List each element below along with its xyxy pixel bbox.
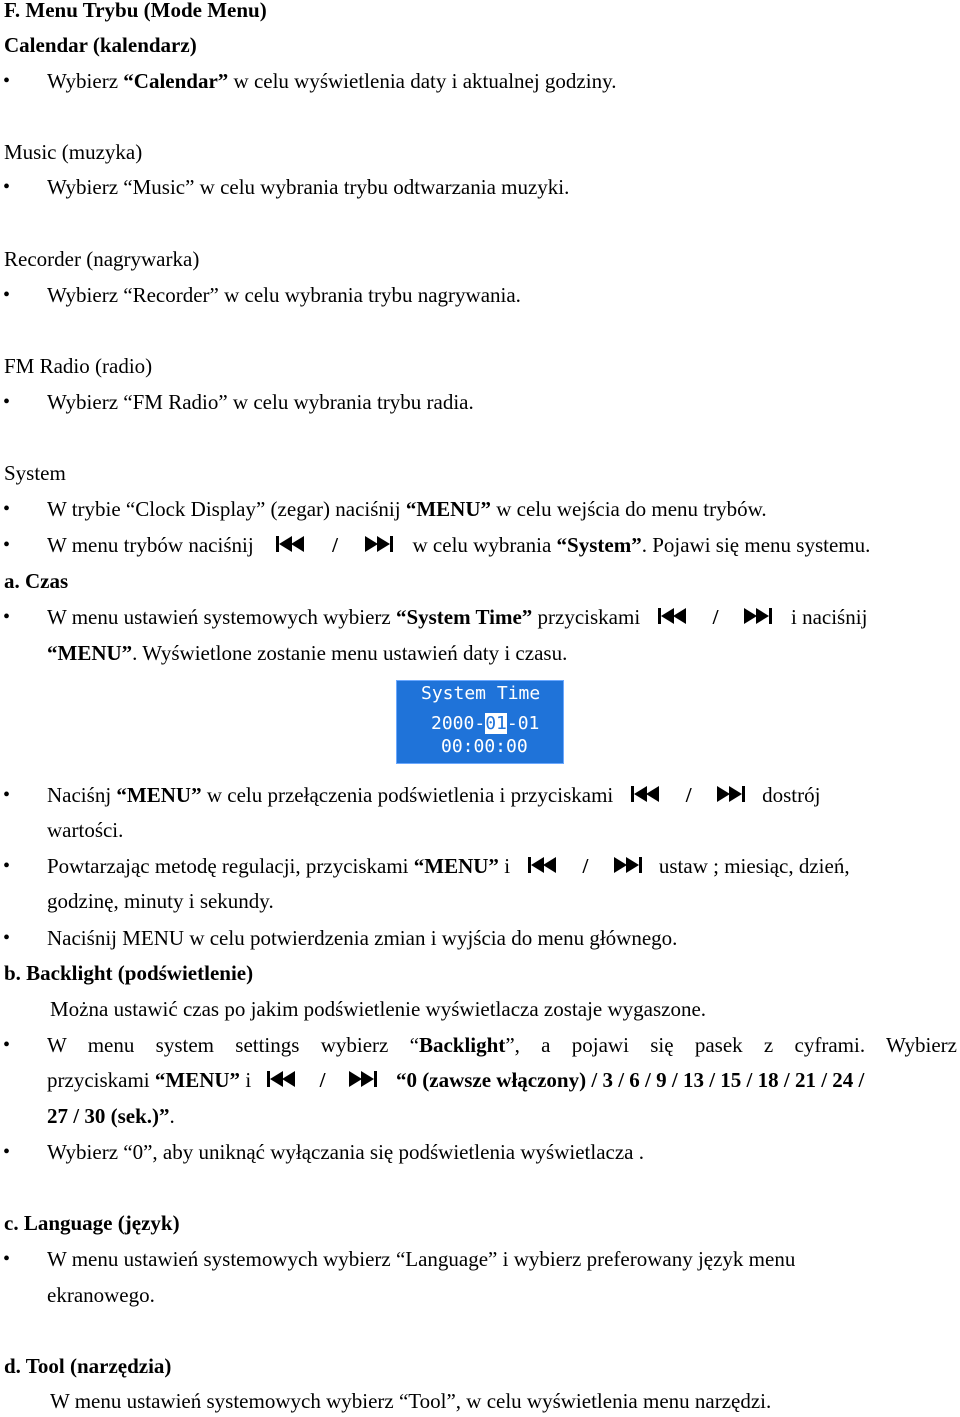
tool-intro: W menu ustawień systemowych wybierz “Tool”, w celu wyświetlenia menu narzędzi. bbox=[50, 1389, 772, 1413]
backlight-heading: b. Backlight (podświetlenie) bbox=[4, 961, 254, 985]
skip-forward-icon bbox=[713, 784, 747, 804]
skip-back-icon bbox=[266, 1069, 300, 1089]
language-bullet-cont: ekranowego. bbox=[47, 1283, 155, 1307]
skip-back-icon bbox=[275, 534, 309, 554]
skip-forward-icon bbox=[345, 1069, 379, 1089]
lcd-date-highlight: 01 bbox=[485, 713, 507, 734]
backlight-bullet-1-cont2: 27 / 30 (sek.)”. bbox=[47, 1104, 175, 1128]
language-heading: c. Language (język) bbox=[4, 1211, 180, 1235]
bullet-icon: • bbox=[3, 784, 11, 806]
backlight-intro: Można ustawić czas po jakim podświetlenie wyświetlacza zostaje wygaszone. bbox=[50, 997, 707, 1021]
czas-heading: a. Czas bbox=[4, 569, 69, 593]
bullet-icon: • bbox=[3, 855, 11, 877]
bullet-icon: • bbox=[3, 1034, 11, 1056]
section-title: F. Menu Trybu (Mode Menu) bbox=[4, 0, 267, 22]
skip-forward-icon bbox=[610, 855, 644, 875]
czas-bullet-3-cont: godzinę, minuty i sekundy. bbox=[47, 889, 274, 913]
bullet-icon: • bbox=[3, 176, 11, 198]
skip-back-icon bbox=[630, 784, 664, 804]
lcd-title: System Time bbox=[421, 683, 541, 704]
bullet-icon: • bbox=[3, 498, 11, 520]
calendar-heading: Calendar (kalendarz) bbox=[4, 33, 197, 57]
bullet-icon: • bbox=[3, 284, 11, 306]
bullet-icon: • bbox=[3, 1248, 11, 1270]
bullet-icon: • bbox=[3, 927, 11, 949]
lcd-time: 00:00:00 bbox=[441, 736, 528, 757]
lcd-date: 2000-01-01 bbox=[431, 713, 540, 734]
czas-bullet-2-cont: wartości. bbox=[47, 818, 124, 842]
skip-back-icon bbox=[657, 606, 691, 626]
tool-heading: d. Tool (narzędzia) bbox=[4, 1354, 172, 1378]
backlight-bullet-1-cont: przyciskami “MENU” i / “0 (zawsze włączony) / 3 / 6 / 9 / 13 / 15 / 18 / 21 / 24 / bbox=[47, 1068, 865, 1092]
czas-bullet-1-cont: “MENU”. Wyświetlone zostanie menu ustawień daty i czasu. bbox=[47, 641, 568, 665]
skip-back-icon bbox=[527, 855, 561, 875]
bullet-icon: • bbox=[3, 534, 11, 556]
bullet-icon: • bbox=[3, 70, 11, 92]
bullet-icon: • bbox=[3, 606, 11, 628]
skip-forward-icon bbox=[740, 606, 774, 626]
skip-forward-icon bbox=[361, 534, 395, 554]
music-heading: Music (muzyka) bbox=[4, 140, 143, 164]
fm-heading: FM Radio (radio) bbox=[4, 354, 153, 378]
bullet-icon: • bbox=[3, 1141, 11, 1163]
lcd-screen bbox=[396, 680, 564, 764]
recorder-heading: Recorder (nagrywarka) bbox=[4, 247, 200, 271]
system-heading: System bbox=[4, 461, 66, 485]
bullet-icon: • bbox=[3, 391, 11, 413]
